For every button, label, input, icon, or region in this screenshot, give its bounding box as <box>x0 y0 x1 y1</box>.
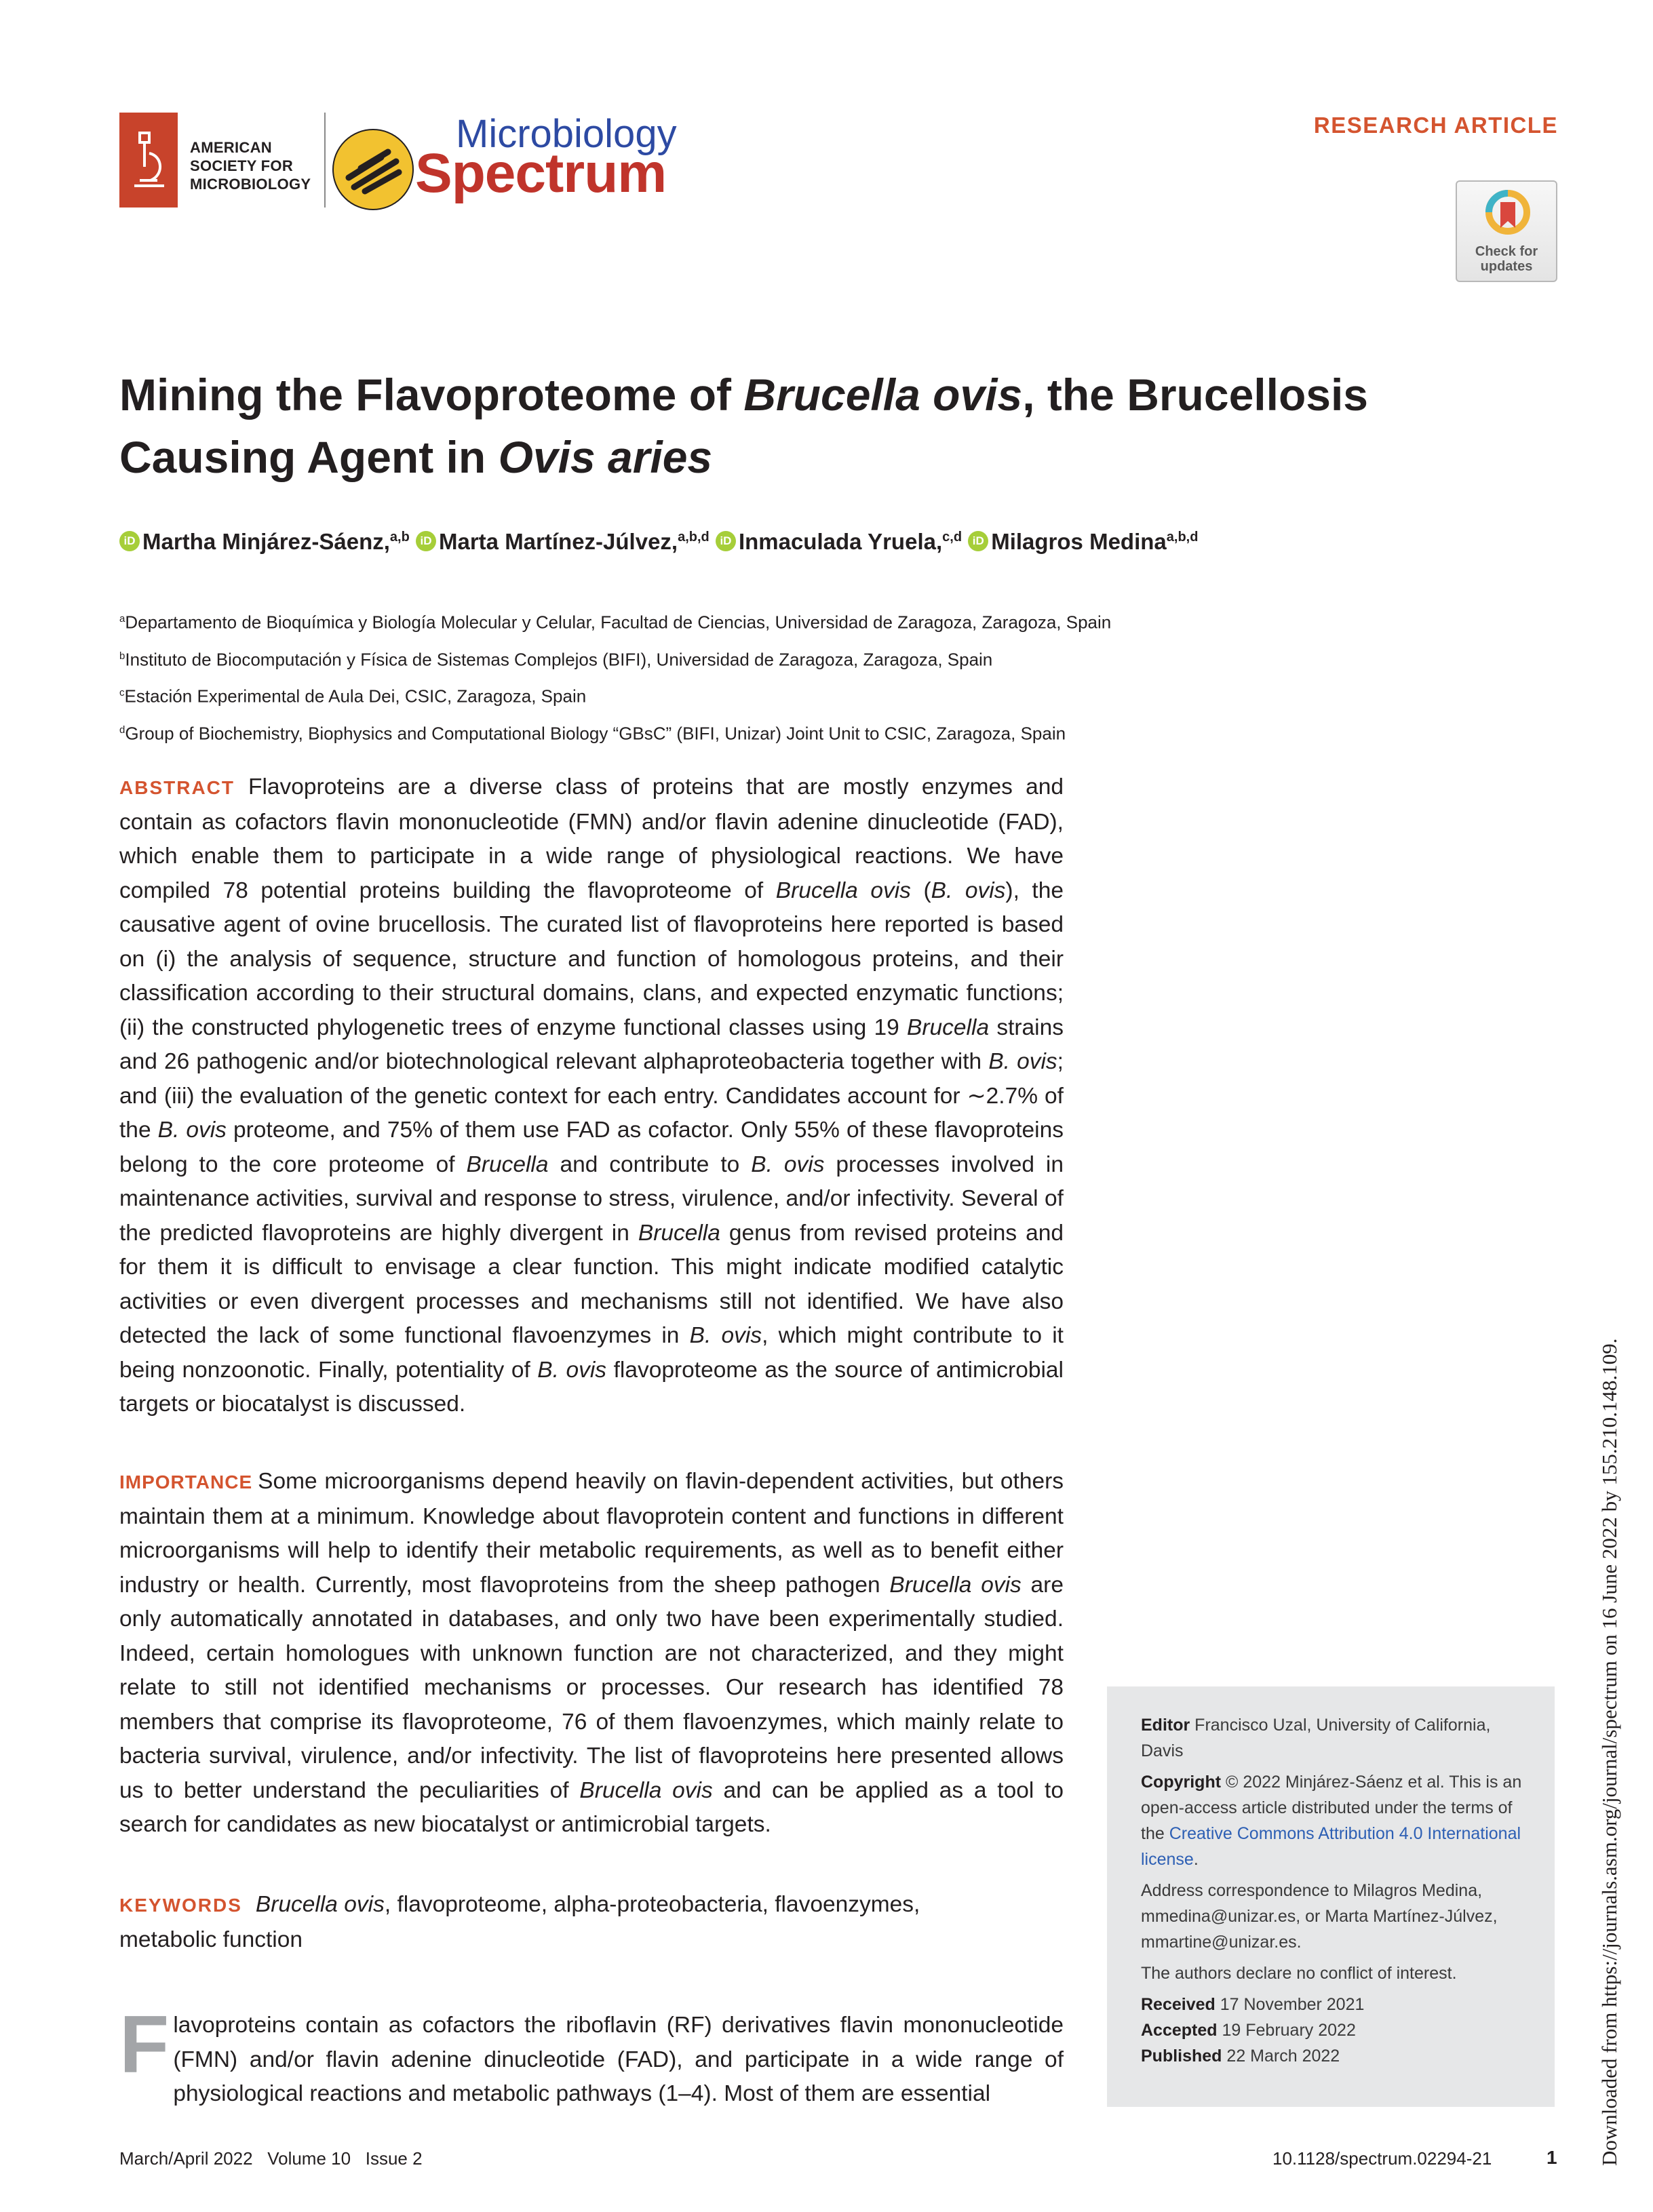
article-info-box <box>1107 1686 1555 2107</box>
journal-name-line2: Spectrum <box>415 142 667 204</box>
author-name[interactable]: Martha Minjárez-Sáenz, <box>142 529 390 554</box>
published-date: Published 22 March 2022 <box>1141 2047 1340 2066</box>
keywords-paragraph: KEYWORDS Brucella ovis, flavoproteome, alpha-proteobacteria, flavoenzymes, metabolic function <box>119 1892 920 1952</box>
issue-info: March/April 2022 Volume 10 Issue 2 <box>119 2148 423 2169</box>
drop-cap: F <box>119 1999 170 2090</box>
orcid-icon[interactable]: iD <box>119 531 140 551</box>
importance-paragraph: IMPORTANCE Some microorganisms depend heavily on flavin-dependent activities, but others maintain them at a minimum. Knowledge about flavoprotein content and functions in different microorganisms will help to identify their metabolic requirements, as well as to benefit either industry or health. Currently, most flavoproteins from the sheep pathogen Brucella ovis are only automatically annotated in databases, and only two have been experimentally studied. Indeed, certain homologues with unknown function are not characterized, and they might relate to still not identified mechanisms or processes. Our research has identified 78 members that comprise its flavoproteome, 76 of them flavoenzymes, which mainly relate to bacteria survival, virulence, and/or infectivity. The list of flavoproteins here presented allows us to better understand the peculiarities of Brucella ovis and can be applied as a tool to search for candidates as new biocatalyst or antimicrobial targets. <box>119 1469 1064 1837</box>
author-name[interactable]: Marta Martínez-Júlvez, <box>439 529 678 554</box>
editor-info: Editor Francisco Uzal, University of California, Davis <box>1141 1716 1491 1760</box>
doi[interactable]: 10.1128/spectrum.02294-21 <box>1272 2148 1492 2169</box>
orcid-icon[interactable]: iD <box>416 531 436 551</box>
article-title: Mining the Flavoproteome of Brucella ovis, the Brucellosis Causing Agent in Ovis aries <box>119 370 1369 482</box>
intro-paragraph: Flavoproteins contain as cofactors the riboflavin (RF) derivatives flavin mononucleotide (FMN) and/or flavin adenine dinucleotide (FAD), and participate in a wide range of physiological reactions and metabolic pathways (1–4). Most of them are essential <box>119 1999 1064 2106</box>
microscope-icon <box>119 113 178 208</box>
abstract-heading: ABSTRACT <box>119 777 235 798</box>
license-link[interactable]: Creative Commons Attribution 4.0 International license <box>1141 1824 1521 1869</box>
author-name[interactable]: Milagros Medina <box>991 529 1167 554</box>
download-note: Downloaded from https://journals.asm.org/journal/spectrum on 16 June 2022 by 155.210.148.109. <box>1597 1338 1621 2166</box>
asm-logo <box>119 113 178 208</box>
author-name[interactable]: Inmaculada Yruela, <box>738 529 943 554</box>
spectrum-logo-icon <box>332 129 414 210</box>
page-number: 1 <box>1547 2147 1557 2168</box>
affiliation-line: $^d$Group of Biochemistry, Biophysics and Computational Biology “GBsC” (BIFI, Unizar) Joint Unit to CSIC, Zaragoza, Spain <box>119 723 1066 744</box>
check-for-updates-button[interactable] <box>1456 180 1557 282</box>
logo-divider <box>324 113 326 208</box>
author-list: iD Martha Minjárez-Sáenz,$^{a,b}$ iD Marta Martínez-Júlvez,$^{a,b,d}$ iD Inmaculada Yruela,$^{c,d}$ iD Milagros Medina$^{a,b,d}$ <box>119 529 1198 555</box>
journal-name-line1: Microbiology <box>456 112 677 156</box>
orcid-icon[interactable]: iD <box>716 531 736 551</box>
received-date: Received 17 November 2021 <box>1141 1995 1365 2014</box>
society-name: AMERICAN SOCIETY FOR MICROBIOLOGY <box>190 139 311 193</box>
abstract-paragraph: ABSTRACT Flavoproteins are a diverse class of proteins that are mostly enzymes and contain as cofactors flavin mononucleotide (FMN) and/or flavin adenine dinucleotide (FAD), which enable them to participate in a wide range of physiological reactions. We have compiled 78 potential proteins building the flavoproteome of Brucella ovis (B. ovis), the causative agent of ovine brucellosis. The curated list of flavoproteins here reported is based on (i) the analysis of sequence, structure and function of homologous proteins, and their classification according to their structural domains, clans, and expected enzymatic functions; (ii) the constructed phylogenetic trees of enzyme functional classes using 19 Brucella strains and 26 pathogenic and/or biotechnological relevant alphaproteobacteria together with B. ovis; and (iii) the evaluation of the genetic context for each entry. Candidates account for ∼2.7% of the B. ovis proteome, and 75% of them use FAD as cofactor. Only 55% of these flavoproteins belong to the core proteome of Brucella and contribute to B. ovis processes involved in maintenance activities, survival and response to stress, virulence, and/or infectivity. Several of the predicted flavoproteins are highly divergent in Brucella genus from revised proteins and for them it is difficult to envisage a clear function. This might indicate modified catalytic activities or even divergent processes and mechanisms still not identified. We have also detected the lack of some functional flavoenzymes in B. ovis, which might contribute to it being nonzoonotic. Finally, potentiality of B. ovis flavoproteome as the source of antimicrobial targets or biocatalyst is discussed. <box>119 774 1064 1417</box>
importance-heading: IMPORTANCE <box>119 1472 253 1493</box>
conflict-statement: The authors declare no conflict of interest. <box>1141 1964 1457 1983</box>
orcid-icon[interactable]: iD <box>968 531 988 551</box>
check-updates-label: Check for updates <box>1475 244 1538 274</box>
affiliations <box>119 602 1111 751</box>
check-updates-icon <box>1485 190 1530 243</box>
article-type: RESEARCH ARTICLE <box>1313 113 1558 138</box>
keywords-heading: KEYWORDS <box>119 1895 242 1916</box>
affiliation-line: $^c$Estación Experimental de Aula Dei, CSIC, Zaragoza, Spain <box>119 686 587 707</box>
affiliation-line: $^b$Instituto de Biocomputación y Física de Sistemas Complejos (BIFI), Universidad de Zaragoza, Zaragoza, Spain <box>119 649 993 670</box>
copyright-info: Copyright © 2022 Minjárez-Sáenz et al. This is an open-access article distributed under the terms of the Creative Commons Attribution 4.0 International license. <box>1141 1773 1522 1869</box>
correspondence-info: Address correspondence to Milagros Medina, mmedina@unizar.es, or Marta Martínez-Júlvez, mmartine@unizar.es. <box>1141 1881 1498 1952</box>
accepted-date: Accepted 19 February 2022 <box>1141 2021 1356 2040</box>
affiliation-line: $^a$Departamento de Bioquímica y Biología Molecular y Celular, Facultad de Ciencias, Universidad de Zaragoza, Zaragoza, Spain <box>119 612 1112 633</box>
